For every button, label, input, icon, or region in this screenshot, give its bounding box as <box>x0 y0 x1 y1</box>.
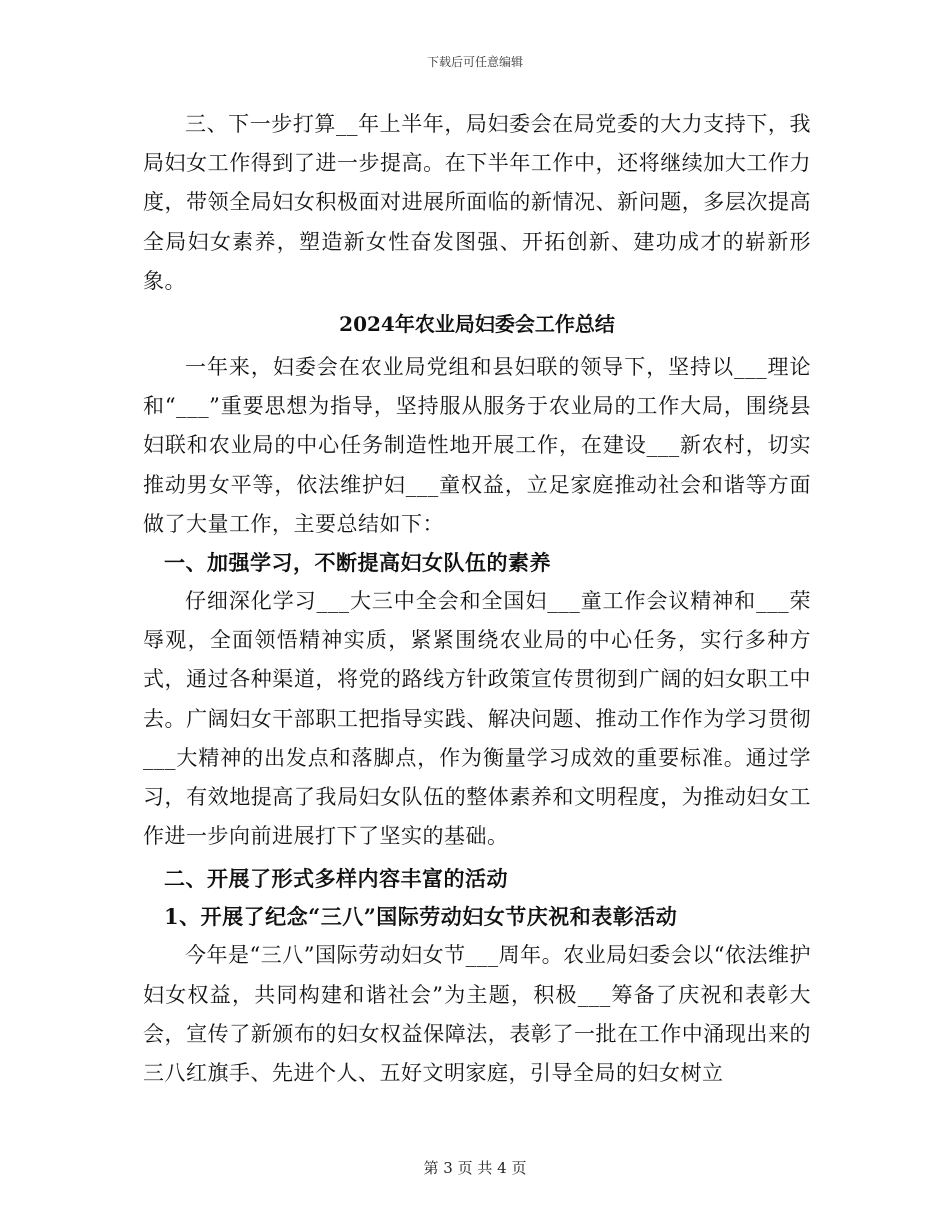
previous-section-paragraph: 三、下一步打算__年上半年，局妇委会在局党委的大力支持下，我局妇女工作得到了进一步提高。在下半年工作中，还将继续加大工作力度，带领全局妇女积极面对进展所面临的新情况、新问题，多层次提高全局妇女素养，塑造新女性奋发图强、开拓创新、建功成才的崭新形象。 <box>143 112 811 293</box>
page-header-note: 下载后可任意编辑 <box>426 55 523 69</box>
section-1-paragraph: 仔细深化学习___大三中全会和全国妇___童工作会议精神和___荣辱观，全面领悟精神实质，紧紧围绕农业局的中心任务，实行多种方式，通过各种渠道，将党的路线方针政策宣传贯彻到广阔的妇女职工中去。广阔妇女干部职工把指导实践、解决问题、推动工作作为学习贯彻___大精神的出发点和落脚点，作为衡量学习成效的重要标准。通过学习，有效地提高了我局妇女队伍的整体素养和文明程度，为推动妇女工作进一步向前进展打下了坚实的基础。 <box>143 589 811 849</box>
intro-paragraph: 一年来，妇委会在农业局党组和县妇联的领导下，坚持以___理论和“___”重要思想为指导，坚持服从服务于农业局的工作大局，围绕县妇联和农业局的中心任务制造性地开展工作，在建设___新农村，切实推动男女平等，依法维护妇___童权益，立足家庭推动社会和谐等方面做了大量工作，主要总结如下： <box>143 355 811 536</box>
page-number-footer: 第 3 页 共 4 页 <box>423 1159 527 1177</box>
section-2-1-heading: 1、开展了纪念“三八”国际劳动妇女节庆祝和表彰活动 <box>164 904 678 930</box>
section-2-heading: 二、开展了形式多样内容丰富的活动 <box>164 866 508 892</box>
section-1-heading: 一、加强学习，不断提高妇女队伍的素养 <box>164 550 551 576</box>
section-2-1-paragraph: 今年是“三八”国际劳动妇女节___周年。农业局妇委会以“依法维护妇女权益，共同构建和谐社会”为主题，积极___筹备了庆祝和表彰大会，宣传了新颁布的妇女权益保障法，表彰了一批在工作中涌现出来的三八红旗手、先进个人、五好文明家庭，引导全局的妇女树立 <box>143 943 811 1086</box>
document-title: 2024年农业局妇委会工作总结 <box>339 312 615 337</box>
document-body <box>143 105 811 1093</box>
